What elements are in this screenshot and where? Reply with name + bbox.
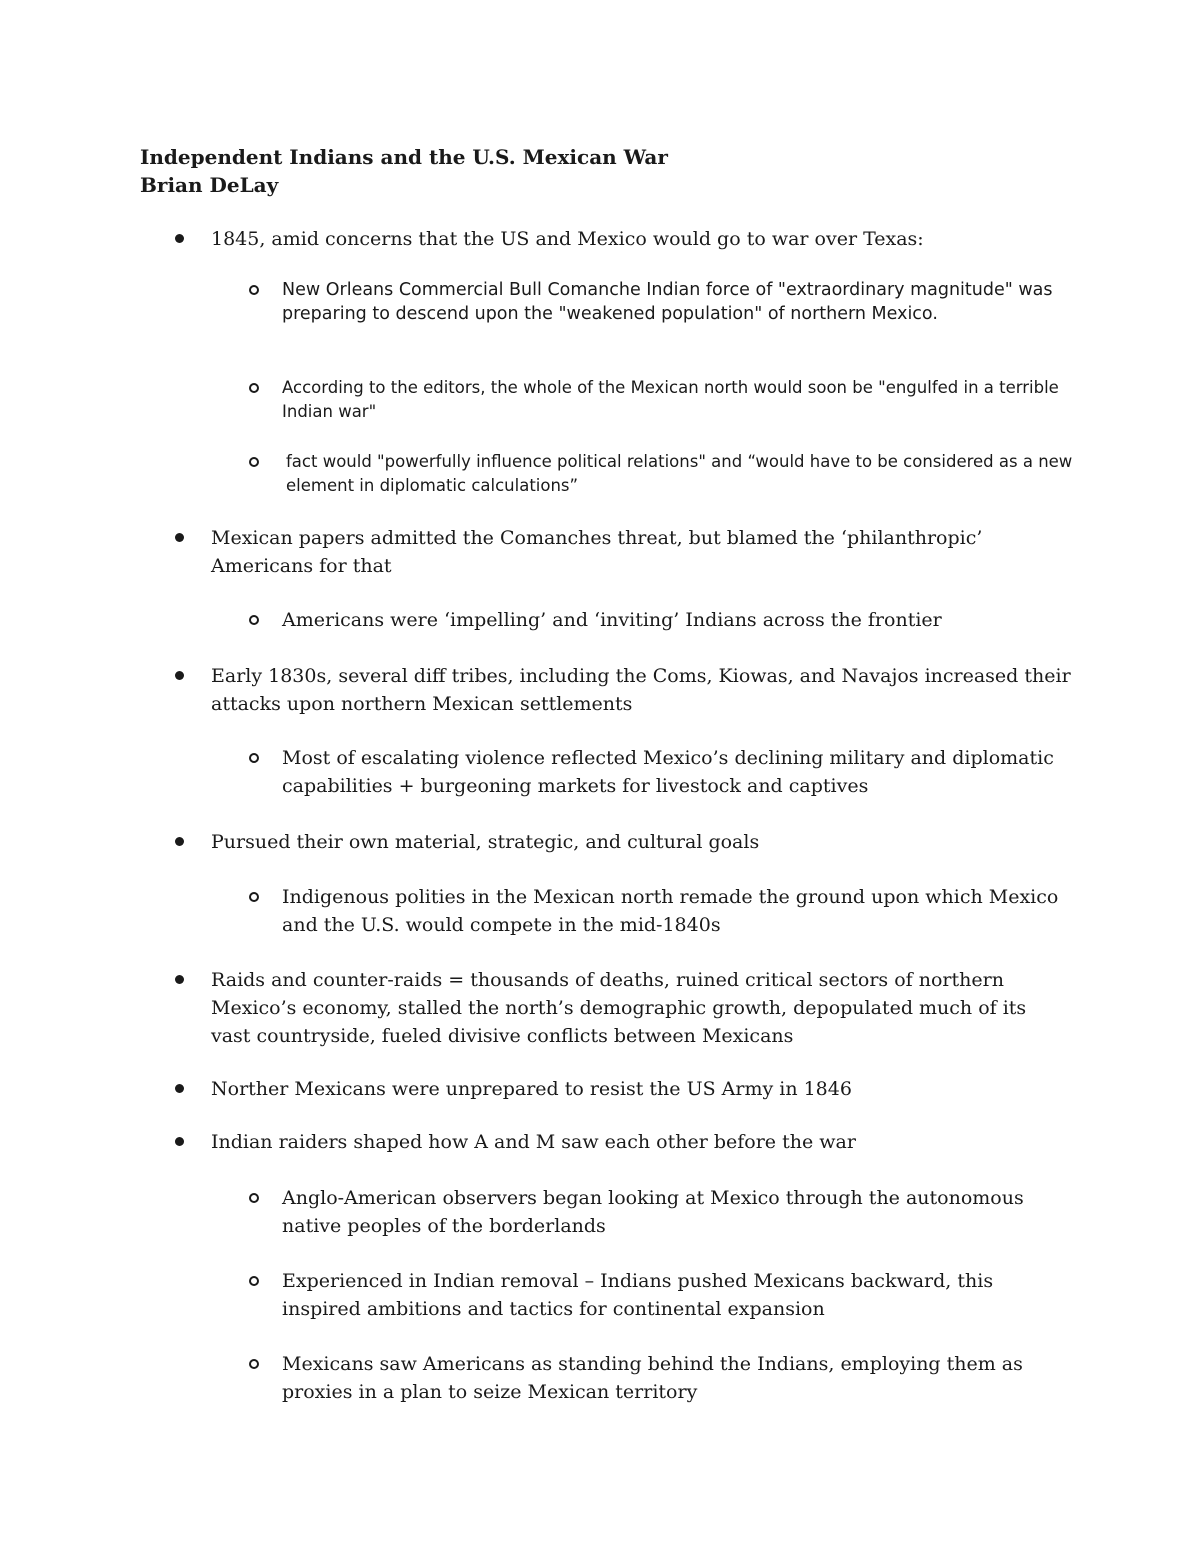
sub-list-item: New Orleans Commercial Bull Comanche Indian force of "extraordinary magnitude" was preparing to descend upon the "weakened population" of northern Mexico. [282,280,1053,324]
bullet-circle-icon [249,615,259,625]
sub-list-item: According to the editors, the whole of the Mexican north would soon be "engulfed in a terrible Indian war" [282,378,1059,421]
sub-list-item: Americans were ‘impelling’ and ‘inviting’ Indians across the frontier [282,609,942,631]
bullet-disc-icon [175,671,184,680]
sub-list-item: fact would "powerfully influence political relations" and “would have to be considered as a new element in diplomatic calculations” [286,452,1073,495]
list-item: Pursued their own material, strategic, and cultural goals [211,831,760,853]
sub-list-item: Anglo-American observers began looking at Mexico through the autonomous native peoples of the borderlands [282,1187,1024,1237]
list-item: Raids and counter-raids = thousands of deaths, ruined critical sectors of northern Mexico’s economy, stalled the north’s demographic growth, depopulated much of its vast countryside, fueled divisive conflicts between Mexicans [211,969,1027,1047]
sub-list-item: Experienced in Indian removal – Indians pushed Mexicans backward, this inspired ambitions and tactics for continental expansion [282,1270,994,1320]
bullet-disc-icon [175,1137,184,1146]
sub-list-item: Mexicans saw Americans as standing behind the Indians, employing them as proxies in a plan to seize Mexican territory [282,1353,1023,1403]
bullet-circle-icon [249,1193,259,1203]
list-item: Norther Mexicans were unprepared to resist the US Army in 1846 [211,1078,852,1100]
bullet-disc-icon [175,837,184,846]
bullet-disc-icon [175,533,184,542]
bullet-circle-icon [249,753,259,763]
document-title: Independent Indians and the U.S. Mexican War [140,145,668,169]
bullet-disc-icon [175,975,184,984]
bullet-circle-icon [249,1359,259,1369]
bullet-disc-icon [175,234,184,243]
sub-list-item: Indigenous polities in the Mexican north remade the ground upon which Mexico and the U.S. would compete in the mid-1840s [282,886,1059,936]
sub-list-item: Most of escalating violence reflected Mexico’s declining military and diplomatic capabilities + burgeoning markets for livestock and captives [282,747,1054,797]
bullet-disc-icon [175,1084,184,1093]
bullet-circle-icon [249,892,259,902]
list-item: Indian raiders shaped how A and M saw each other before the war [211,1131,856,1153]
document-author: Brian DeLay [140,173,279,197]
list-item: Early 1830s, several diff tribes, including the Coms, Kiowas, and Navajos increased their attacks upon northern Mexican settlements [211,665,1071,715]
bullet-circle-icon [249,457,259,467]
bullet-circle-icon [249,383,259,393]
bullet-circle-icon [249,1276,259,1286]
bullet-circle-icon [249,285,259,295]
list-item: 1845, amid concerns that the US and Mexico would go to war over Texas: [211,228,924,250]
list-item: Mexican papers admitted the Comanches threat, but blamed the ‘philanthropic’ Americans for that [211,527,983,577]
